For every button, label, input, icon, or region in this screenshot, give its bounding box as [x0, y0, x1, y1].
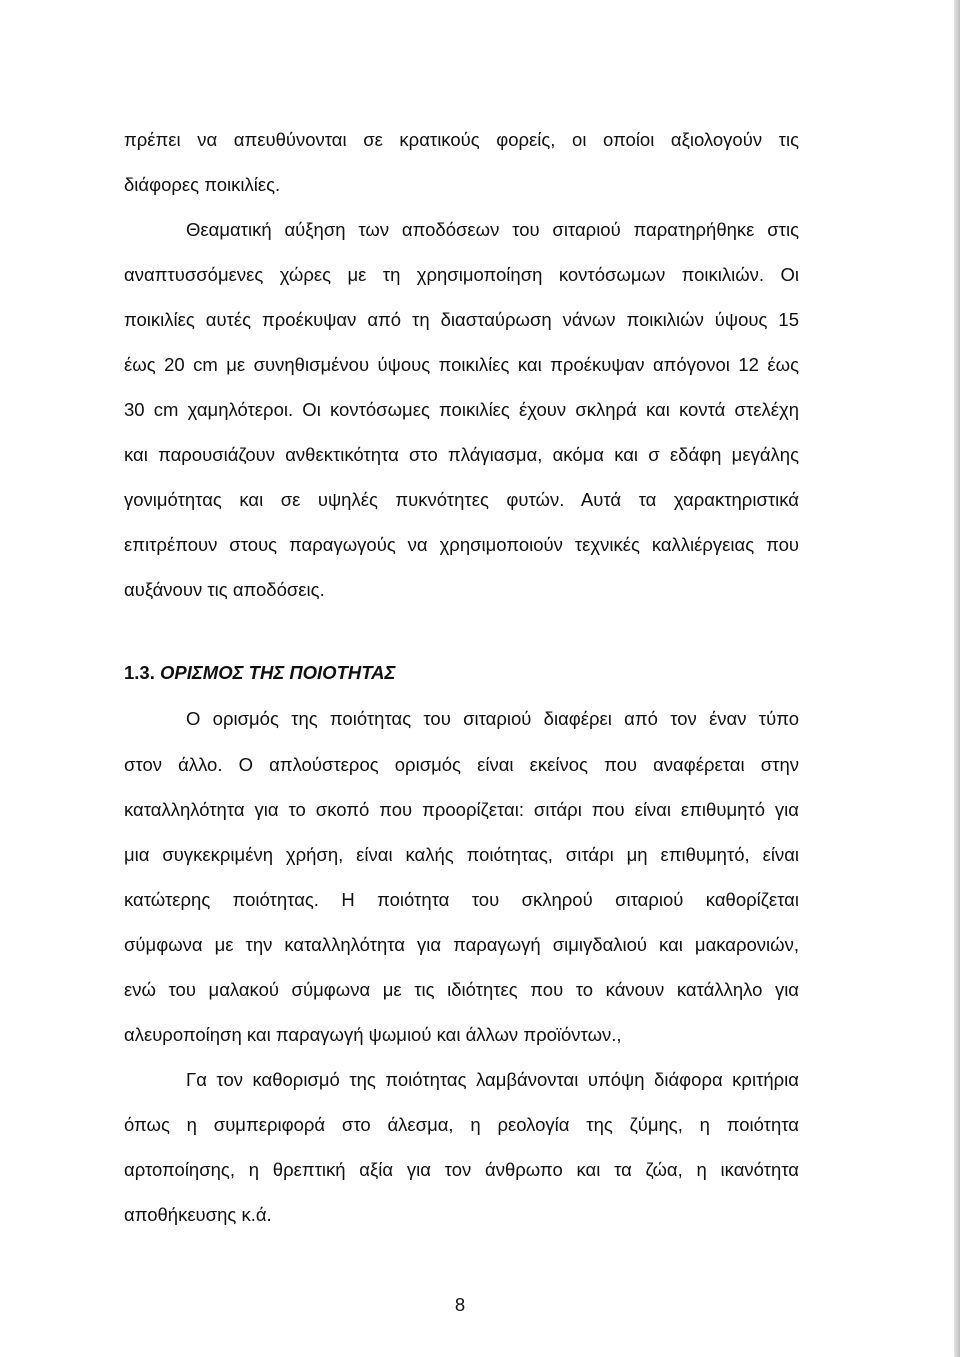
paragraph-line: αυξάνουν τις αποδόσεις. [124, 579, 325, 600]
page-number: 8 [454, 1294, 466, 1315]
paragraph-line: Ο ορισμός της ποιότητας του σιταριού διαφέρει από τον έναν τύπο [186, 708, 799, 729]
paragraph-line: αλευροποίηση και παραγωγή ψωμιού και άλλων προϊόντων., [124, 1024, 622, 1045]
paragraph-line: και παρουσιάζουν ανθεκτικότητα στο πλάγιασμα, ακόμα και σ εδάφη μεγάλης [124, 444, 799, 465]
paragraph-line: αποθήκευσης κ.ά. [124, 1204, 272, 1225]
paragraph-line: διάφορες ποικιλίες. [124, 174, 281, 195]
paragraph-line: ποικιλίες αυτές προέκυψαν από τη διασταύρωση νάνων ποικιλιών ύψους 15 [124, 309, 799, 330]
paragraph-line: κατώτερης ποιότητας. Η ποιότητα του σκληρού σιταριού καθορίζεται [124, 889, 799, 910]
paragraph-line: αρτοποίησης, η θρεπτική αξία για τον άνθρωπο και τα ζώα, η ικανότητα [124, 1159, 799, 1180]
paragraph-line: μια συγκεκριμένη χρήση, είναι καλής ποιότητας, σιτάρι μη επιθυμητό, είναι [124, 844, 799, 865]
paragraph-line: ενώ του μαλακού σύμφωνα με τις ιδιότητες που το κάνουν κατάλληλο για [124, 979, 799, 1000]
paragraph-line: 30 cm χαμηλότεροι. Οι κοντόσωμες ποικιλίες έχουν σκληρά και κοντά στελέχη [124, 399, 799, 420]
paragraph-line: στον άλλο. Ο απλούστερος ορισμός είναι εκείνος που αναφέρεται στην [124, 754, 799, 775]
section-heading [124, 661, 395, 685]
paragraph-line: αναπτυσσόμενες χώρες με τη χρησιμοποίηση κοντόσωμων ποικιλιών. Οι [124, 264, 799, 285]
paragraph-line: Γα τον καθορισμό της ποιότητας λαμβάνονται υπόψη διάφορα κριτήρια [186, 1069, 799, 1090]
paragraph-line: επιτρέπουν στους παραγωγούς να χρησιμοποιούν τεχνικές καλλιέργειας που [124, 534, 799, 555]
paragraph-line: έως 20 cm με συνηθισμένου ύψους ποικιλίες και προέκυψαν απόγονοι 12 έως [124, 354, 799, 375]
paragraph-line: όπως η συμπεριφορά στο άλεσμα, η ρεολογία της ζύμης, η ποιότητα [124, 1114, 799, 1135]
section-title: ΟΡΙΣΜΟΣ ΤΗΣ ΠΟΙΟΤΗΤΑΣ [160, 662, 396, 683]
paragraph-line: καταλληλότητα για το σκοπό που προορίζεται: σιτάρι που είναι επιθυμητό για [124, 799, 799, 820]
paragraph-line: σύμφωνα με την καταλληλότητα για παραγωγή σιμιγδαλιού και μακαρονιών, [124, 934, 799, 955]
paragraph-line: γονιμότητας και σε υψηλές πυκνότητες φυτών. Αυτά τα χαρακτηριστικά [124, 489, 799, 510]
section-number: 1.3. [124, 662, 155, 683]
paragraph-line: πρέπει να απευθύνονται σε κρατικούς φορείς, οι οποίοι αξιολογούν τις [124, 129, 799, 150]
paragraph-line: Θεαματική αύξηση των αποδόσεων του σιταριού παρατηρήθηκε στις [186, 219, 799, 240]
scan-edge [954, 0, 960, 1357]
